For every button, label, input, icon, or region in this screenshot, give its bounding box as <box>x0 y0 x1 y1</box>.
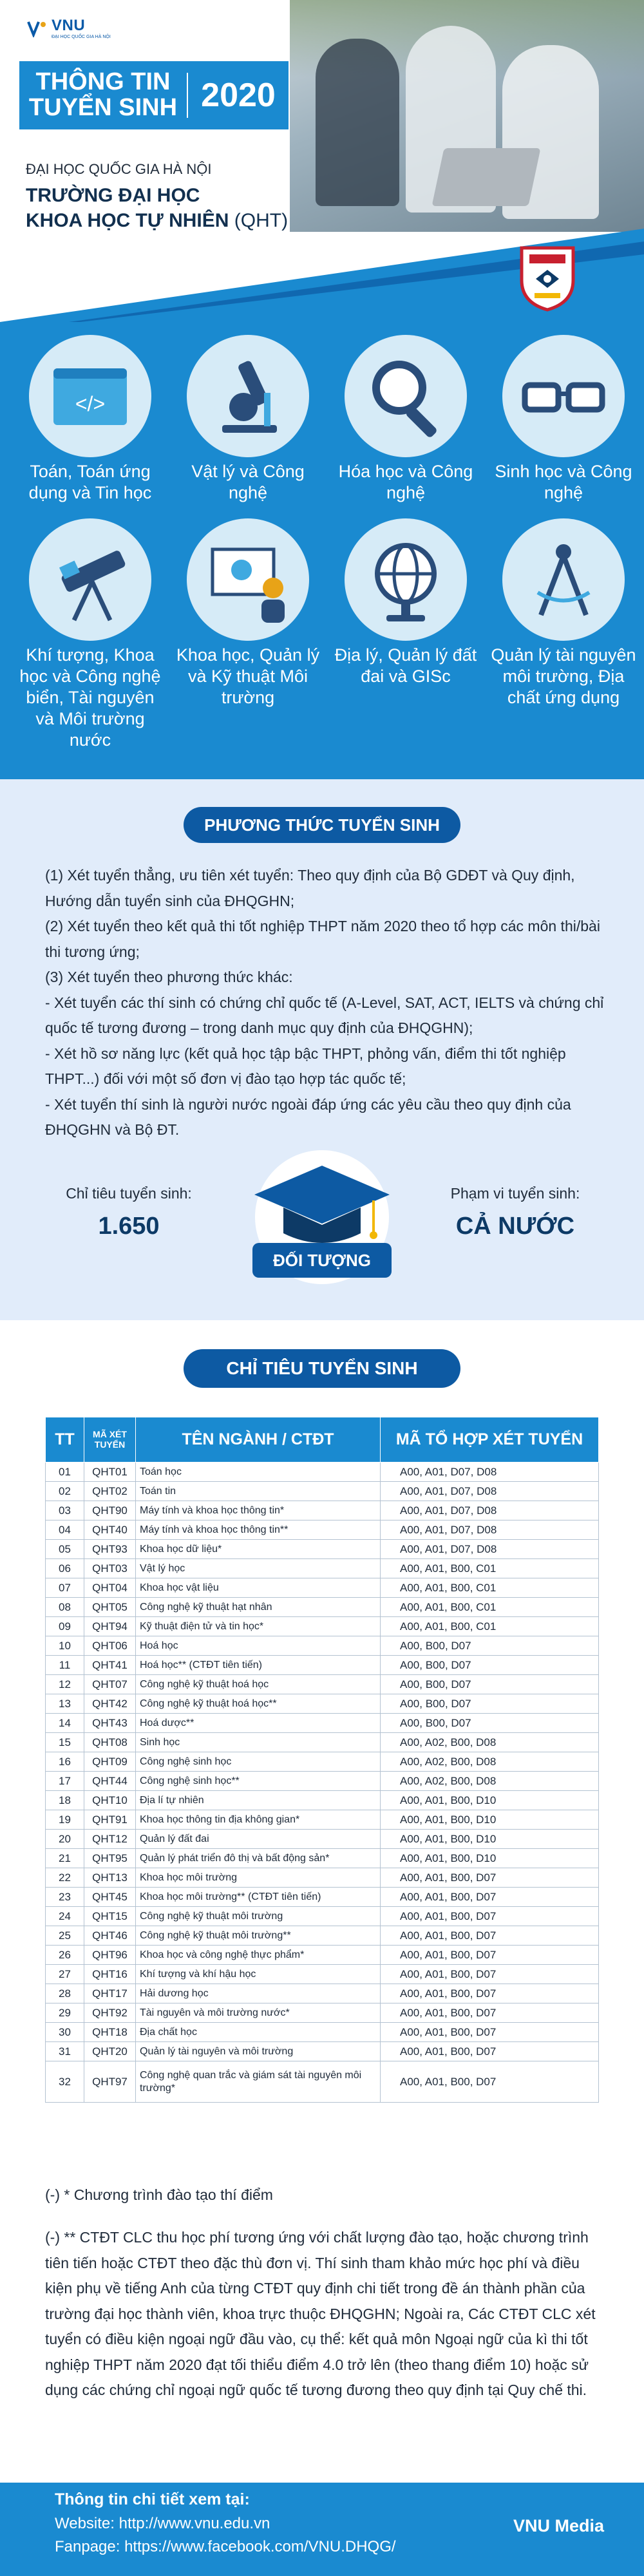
row-code: QHT02 <box>84 1482 136 1501</box>
row-program-name: Khoa học dữ liệu* <box>136 1540 381 1559</box>
row-program-name: Vật lý học <box>136 1559 381 1578</box>
row-combination: A00, A01, B00, C01 <box>381 1598 599 1617</box>
major-label: Quản lý tài nguyên môi trường, Địa chất ứng dụng <box>491 645 636 707</box>
row-program-name: Kỹ thuật điện tử và tin học* <box>136 1617 381 1636</box>
major-label: Địa lý, Quản lý đất đai và GISc <box>334 645 477 686</box>
row-index: 30 <box>46 2023 84 2042</box>
row-index: 06 <box>46 1559 84 1578</box>
row-program-name: Hải dương học <box>136 1984 381 2003</box>
admission-methods-section <box>0 779 644 1320</box>
row-program-name: Khoa học vật liệu <box>136 1578 381 1598</box>
table-row <box>46 1694 599 1714</box>
title-line-1: THÔNG TIN <box>35 68 171 96</box>
row-index: 09 <box>46 1617 84 1636</box>
row-index: 13 <box>46 1694 84 1714</box>
table-row <box>46 1772 599 1791</box>
row-index: 11 <box>46 1656 84 1675</box>
table-row <box>46 1733 599 1752</box>
major-label: Khoa học, Quản lý và Kỹ thuật Môi trường <box>176 645 320 707</box>
table-row <box>46 1907 599 1926</box>
row-code: QHT04 <box>84 1578 136 1598</box>
row-index: 21 <box>46 1849 84 1868</box>
row-program-name: Công nghệ quan trắc và giám sát tài nguyên môi trường* <box>136 2061 381 2103</box>
column-header: MÃ XÉT TUYỂN <box>84 1417 136 1463</box>
row-code: QHT41 <box>84 1656 136 1675</box>
major-label: Sinh học và Công nghệ <box>495 462 632 502</box>
row-program-name: Khoa học và công nghệ thực phẩm* <box>136 1946 381 1965</box>
row-code: QHT08 <box>84 1733 136 1752</box>
row-index: 12 <box>46 1675 84 1694</box>
row-combination: A00, A01, B00, D07 <box>381 1926 599 1946</box>
row-combination: A00, A01, B00, D07 <box>381 1868 599 1888</box>
method-item: (1) Xét tuyển thẳng, ưu tiên xét tuyển: Theo quy định của Bộ GDĐT và Quy định, Hướng dẫn tuyển sinh của ĐHQGHN; <box>45 867 575 909</box>
scope-value: CẢ NƯỚC <box>455 1213 575 1240</box>
row-index: 19 <box>46 1810 84 1830</box>
quota-value: 1.650 <box>98 1213 160 1240</box>
globe-icon <box>345 518 467 641</box>
school-code: (QHT) <box>234 210 289 231</box>
row-program-name: Địa lí tự nhiên <box>136 1791 381 1810</box>
table-row <box>46 2023 599 2042</box>
row-code: QHT10 <box>84 1791 136 1810</box>
quota-heading: CHỈ TIÊU TUYỂN SINH <box>184 1349 460 1388</box>
major-card-environment <box>174 518 322 708</box>
row-combination: A00, A01, B00, C01 <box>381 1617 599 1636</box>
method-item: - Xét tuyển các thí sinh có chứng chỉ quốc tế (A-Level, SAT, ACT, IELTS và chứng chỉ quốc tế tương đương – trong danh mục quy định của ĐHQGHN); <box>45 994 604 1037</box>
compass-icon <box>502 518 625 641</box>
telescope-icon <box>29 518 151 641</box>
row-code: QHT03 <box>84 1559 136 1578</box>
row-combination: A00, A01, B00, D07 <box>381 1965 599 1984</box>
footer-heading: Thông tin chi tiết xem tại: <box>55 2490 250 2508</box>
row-index: 27 <box>46 1965 84 1984</box>
major-label: Vật lý và Công nghệ <box>191 462 305 502</box>
row-combination: A00, A01, B00, C01 <box>381 1559 599 1578</box>
table-row <box>46 1926 599 1946</box>
row-program-name: Khoa học môi trường <box>136 1868 381 1888</box>
row-program-name: Khoa học thông tin địa không gian* <box>136 1810 381 1830</box>
table-row <box>46 1946 599 1965</box>
row-program-name: Công nghệ sinh học** <box>136 1772 381 1791</box>
row-code: QHT42 <box>84 1694 136 1714</box>
quota-table-body <box>46 1463 599 2103</box>
row-code: QHT07 <box>84 1675 136 1694</box>
table-row <box>46 1849 599 1868</box>
row-combination: A00, A01, D07, D08 <box>381 1520 599 1540</box>
row-code: QHT18 <box>84 2023 136 2042</box>
microscope-icon <box>187 335 309 457</box>
row-index: 25 <box>46 1926 84 1946</box>
method-item: - Xét hồ sơ năng lực (kết quả học tập bậc THPT, phỏng vấn, điểm thi tốt nghiệp THPT...) đối với một số đơn vị đào tạo hợp tác quốc tế; <box>45 1045 566 1088</box>
row-program-name: Khí tượng và khí hậu học <box>136 1965 381 1984</box>
table-row <box>46 1463 599 1482</box>
row-index: 02 <box>46 1482 84 1501</box>
footer <box>0 2483 644 2576</box>
major-card-math <box>16 335 164 504</box>
major-card-geography <box>332 518 480 687</box>
row-combination: A00, A02, B00, D08 <box>381 1772 599 1791</box>
table-row <box>46 1540 599 1559</box>
row-index: 07 <box>46 1578 84 1598</box>
row-combination: A00, A01, B00, D10 <box>381 1810 599 1830</box>
row-code: QHT95 <box>84 1849 136 1868</box>
major-card-resources <box>489 518 638 708</box>
table-row <box>46 1714 599 1733</box>
row-index: 14 <box>46 1714 84 1733</box>
row-code: QHT45 <box>84 1888 136 1907</box>
method-item: - Xét tuyển thí sinh là người nước ngoài đáp ứng các yêu cầu theo quy định của ĐHQGHN và Bộ ĐT. <box>45 1095 571 1139</box>
row-combination: A00, A01, D07, D08 <box>381 1540 599 1559</box>
row-index: 10 <box>46 1636 84 1656</box>
row-program-name: Công nghệ kỹ thuật hạt nhân <box>136 1598 381 1617</box>
svg-text:</>: </> <box>75 392 106 415</box>
row-combination: A00, B00, D07 <box>381 1656 599 1675</box>
row-combination: A00, B00, D07 <box>381 1694 599 1714</box>
row-combination: A00, A01, B00, D07 <box>381 2061 599 2103</box>
quota-section <box>0 1320 644 2483</box>
row-code: QHT12 <box>84 1830 136 1849</box>
vnu-logo-icon <box>26 19 48 37</box>
table-row <box>46 1482 599 1501</box>
header <box>0 0 644 322</box>
row-program-name: Công nghệ sinh học <box>136 1752 381 1772</box>
methods-list <box>45 863 605 1143</box>
row-code: QHT44 <box>84 1772 136 1791</box>
row-code: QHT06 <box>84 1636 136 1656</box>
scope-stat <box>431 1185 599 1240</box>
row-code: QHT43 <box>84 1714 136 1733</box>
school-line-1: TRƯỜNG ĐẠI HỌC <box>26 185 200 206</box>
students-photo <box>290 0 644 232</box>
table-row <box>46 1520 599 1540</box>
table-row <box>46 1598 599 1617</box>
row-combination: A00, A01, B00, D10 <box>381 1791 599 1810</box>
column-header: TT <box>46 1417 84 1463</box>
row-code: QHT94 <box>84 1617 136 1636</box>
row-index: 24 <box>46 1907 84 1926</box>
university-name: ĐẠI HỌC QUỐC GIA HÀ NỘI <box>26 161 212 177</box>
table-row <box>46 1868 599 1888</box>
school-line-2: KHOA HỌC TỰ NHIÊN <box>26 210 229 231</box>
row-code: QHT16 <box>84 1965 136 1984</box>
row-program-name: Quản lý phát triển đô thị và bất động sản* <box>136 1849 381 1868</box>
quota-table <box>45 1417 599 2103</box>
row-code: QHT91 <box>84 1810 136 1830</box>
row-code: QHT93 <box>84 1540 136 1559</box>
website-link[interactable]: Website: http://www.vnu.edu.vn <box>55 2515 270 2532</box>
footnote-pilot: (-) * Chương trình đào tạo thí điểm <box>45 2186 273 2203</box>
method-item: (3) Xét tuyển theo phương thức khác: <box>45 969 293 986</box>
logo-text: VNU <box>52 17 86 34</box>
row-index: 32 <box>46 2061 84 2103</box>
row-program-name: Máy tính và khoa học thông tin* <box>136 1501 381 1520</box>
table-row <box>46 2003 599 2023</box>
row-code: QHT90 <box>84 1501 136 1520</box>
table-row <box>46 1501 599 1520</box>
row-program-name: Hoá dược** <box>136 1714 381 1733</box>
row-program-name: Quản lý tài nguyên và môi trường <box>136 2042 381 2061</box>
methods-heading: PHƯƠNG THỨC TUYỂN SINH <box>184 807 460 843</box>
glasses-icon <box>502 335 625 457</box>
footnote-clc: (-) ** CTĐT CLC thu học phí tương ứng với chất lượng đào tạo, hoặc chương trình tiên tiến hoặc CTĐT theo đặc thù đơn vị. Thí sinh tham khảo mức học phí và điều kiện phụ về tiếng Anh của từng CTĐT quy định chi tiết trong đề án thành phần của trường đại học thành viên, khoa trực thuộc ĐHQGHN; Ngoài ra, Các CTĐT CLC xét tuyển có điều kiện ngoại ngữ đầu vào, cụ thể: kết quả môn Ngoại ngữ của kì thi tốt nghiệp THPT năm 2020 đạt tối thiểu điểm 4.0 trở lên (theo thang điểm 10) hoặc sử dụng các chứng chỉ ngoại ngữ quốc tế tương đương theo quy định tại Quy chế thi. <box>45 2229 596 2399</box>
row-index: 04 <box>46 1520 84 1540</box>
row-combination: A00, A01, D07, D08 <box>381 1463 599 1482</box>
major-card-physics <box>174 335 322 504</box>
major-label: Hóa học và Công nghệ <box>338 462 473 502</box>
row-program-name: Khoa học môi trường** (CTĐT tiên tiến) <box>136 1888 381 1907</box>
row-program-name: Công nghệ kỹ thuật môi trường <box>136 1907 381 1926</box>
row-combination: A00, A01, D07, D08 <box>381 1501 599 1520</box>
row-combination: A00, A01, B00, D07 <box>381 2003 599 2023</box>
vnu-logo <box>26 17 122 40</box>
table-row <box>46 1617 599 1636</box>
row-combination: A00, B00, D07 <box>381 1714 599 1733</box>
presentation-icon <box>187 518 309 641</box>
vnu-media-label: VNU Media <box>513 2516 604 2535</box>
major-card-meteorology <box>16 518 164 751</box>
row-combination: A00, A01, B00, D07 <box>381 1907 599 1926</box>
table-row <box>46 1965 599 1984</box>
row-combination: A00, A01, B00, D07 <box>381 2023 599 2042</box>
row-combination: A00, A01, B00, D10 <box>381 1849 599 1868</box>
row-code: QHT40 <box>84 1520 136 1540</box>
row-index: 08 <box>46 1598 84 1617</box>
row-index: 26 <box>46 1946 84 1965</box>
row-program-name: Địa chất học <box>136 2023 381 2042</box>
quota-stat <box>45 1185 213 1240</box>
row-combination: A00, A01, B00, D10 <box>381 1830 599 1849</box>
row-code: QHT96 <box>84 1946 136 1965</box>
row-index: 29 <box>46 2003 84 2023</box>
column-header: TÊN NGÀNH / CTĐT <box>136 1417 381 1463</box>
major-label: Toán, Toán ứng dụng và Tin học <box>28 462 152 502</box>
school-name <box>26 183 288 233</box>
row-index: 17 <box>46 1772 84 1791</box>
row-index: 20 <box>46 1830 84 1849</box>
row-program-name: Quản lý đất đai <box>136 1830 381 1849</box>
row-combination: A00, A01, B00, D07 <box>381 1946 599 1965</box>
row-code: QHT13 <box>84 1868 136 1888</box>
row-combination: A00, A01, B00, D07 <box>381 2042 599 2061</box>
row-program-name: Công nghệ kỹ thuật môi trường** <box>136 1926 381 1946</box>
row-program-name: Hoá học** (CTĐT tiên tiến) <box>136 1656 381 1675</box>
row-code: QHT15 <box>84 1907 136 1926</box>
table-row <box>46 1830 599 1849</box>
school-emblem-icon <box>515 242 580 312</box>
row-combination: A00, A01, B00, D07 <box>381 1888 599 1907</box>
row-code: QHT20 <box>84 2042 136 2061</box>
row-code: QHT46 <box>84 1926 136 1946</box>
major-card-biology <box>489 335 638 504</box>
row-code: QHT09 <box>84 1752 136 1772</box>
row-code: QHT17 <box>84 1984 136 2003</box>
title-banner <box>19 61 289 129</box>
table-row <box>46 1636 599 1656</box>
title-year: 2020 <box>201 77 276 114</box>
table-row <box>46 1984 599 2003</box>
table-row <box>46 1656 599 1675</box>
code-window-icon <box>29 335 151 457</box>
row-index: 31 <box>46 2042 84 2061</box>
row-program-name: Sinh học <box>136 1733 381 1752</box>
table-row <box>46 2061 599 2103</box>
row-index: 22 <box>46 1868 84 1888</box>
target-label: ĐỐI TƯỢNG <box>252 1243 392 1278</box>
quota-caption: Chỉ tiêu tuyển sinh: <box>66 1185 192 1202</box>
logo-subtitle: ĐẠI HỌC QUỐC GIA HÀ NỘI <box>52 35 111 39</box>
row-program-name: Toán tin <box>136 1482 381 1501</box>
scope-caption: Phạm vi tuyển sinh: <box>450 1185 580 1202</box>
row-index: 28 <box>46 1984 84 2003</box>
table-row <box>46 1752 599 1772</box>
table-row <box>46 1675 599 1694</box>
row-combination: A00, B00, D07 <box>381 1636 599 1656</box>
major-label: Khí tượng, Khoa học và Công nghệ biển, Tài nguyên và Môi trường nước <box>19 645 161 750</box>
table-row <box>46 1810 599 1830</box>
row-combination: A00, B00, D07 <box>381 1675 599 1694</box>
table-row <box>46 1888 599 1907</box>
row-program-name: Tài nguyên và môi trường nước* <box>136 2003 381 2023</box>
row-index: 01 <box>46 1463 84 1482</box>
table-row <box>46 1559 599 1578</box>
title-line-2: TUYỂN SINH <box>28 94 178 121</box>
row-index: 18 <box>46 1791 84 1810</box>
row-index: 15 <box>46 1733 84 1752</box>
row-combination: A00, A02, B00, D08 <box>381 1752 599 1772</box>
row-combination: A00, A02, B00, D08 <box>381 1733 599 1752</box>
row-code: QHT01 <box>84 1463 136 1482</box>
row-combination: A00, A01, B00, C01 <box>381 1578 599 1598</box>
row-index: 16 <box>46 1752 84 1772</box>
column-header: MÃ TỔ HỢP XÉT TUYỂN <box>381 1417 599 1463</box>
row-program-name: Toán học <box>136 1463 381 1482</box>
row-combination: A00, A01, B00, D07 <box>381 1984 599 2003</box>
table-row <box>46 1791 599 1810</box>
row-program-name: Công nghệ kỹ thuật hoá học** <box>136 1694 381 1714</box>
magnifier-icon <box>345 335 467 457</box>
row-program-name: Hoá học <box>136 1636 381 1656</box>
table-row <box>46 2042 599 2061</box>
method-item: (2) Xét tuyển theo kết quả thi tốt nghiệp THPT năm 2020 theo tổ hợp các môn thi/bài thi tương ứng; <box>45 918 600 960</box>
row-index: 05 <box>46 1540 84 1559</box>
row-program-name: Công nghệ kỹ thuật hoá học <box>136 1675 381 1694</box>
table-row <box>46 1578 599 1598</box>
major-card-chemistry <box>332 335 480 504</box>
row-index: 03 <box>46 1501 84 1520</box>
row-code: QHT05 <box>84 1598 136 1617</box>
row-code: QHT92 <box>84 2003 136 2023</box>
majors-section <box>0 322 644 779</box>
row-combination: A00, A01, D07, D08 <box>381 1482 599 1501</box>
row-program-name: Máy tính và khoa học thông tin** <box>136 1520 381 1540</box>
row-index: 23 <box>46 1888 84 1907</box>
fanpage-link[interactable]: Fanpage: https://www.facebook.com/VNU.DHQG/ <box>55 2538 396 2555</box>
row-code: QHT97 <box>84 2061 136 2103</box>
